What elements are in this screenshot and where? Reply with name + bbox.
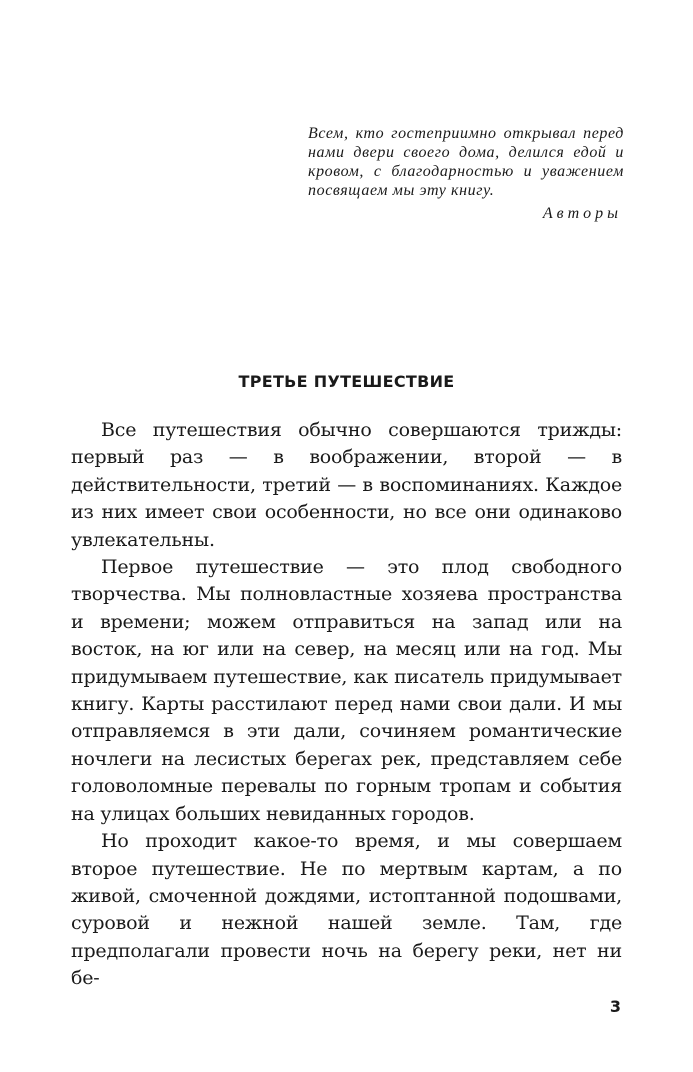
page-number: 3 xyxy=(609,997,621,1016)
body-text xyxy=(71,417,622,993)
paragraph: Все путешествия обычно совершаются трижды: первый раз — в воображении, второй — в действительности, третий — в воспоминаниях. Каждое из них имеет свои особенности, но все они одинаково увлекательны. xyxy=(71,419,622,551)
epigraph-author: Авторы xyxy=(542,205,622,222)
epigraph xyxy=(308,124,624,223)
paragraph: Но проходит какое-то время, и мы совершаем второе путешествие. Не по мертвым картам, а по живой, смоченной дождями, истоптанной подошвами, суровой и нежной нашей земле. Там, где предполагали провести ночь на берегу реки, нет ни бе- xyxy=(71,830,622,990)
paragraph: Первое путешествие — это плод свободного творчества. Мы полновластные хозяева пространства и времени; можем отправиться на запад или на восток, на юг или на север, на месяц или на год. Мы придумываем путешествие, как писатель придумывает книгу. Карты расстилают перед нами свои дали. И мы отправляемся в эти дали, сочиняем романтические ночлеги на лесистых берегах рек, представляем себе головоломные перевалы по горным тропам и события на улицах больших невиданных городов. xyxy=(71,556,622,825)
epigraph-text: Всем, кто гостеприимно открывал перед нами двери своего дома, делился едой и кровом, с благодарностью и уважением посвящаем мы эту книгу. xyxy=(308,125,624,199)
chapter-title: ТРЕТЬЕ ПУТЕШЕСТВИЕ xyxy=(238,372,455,391)
